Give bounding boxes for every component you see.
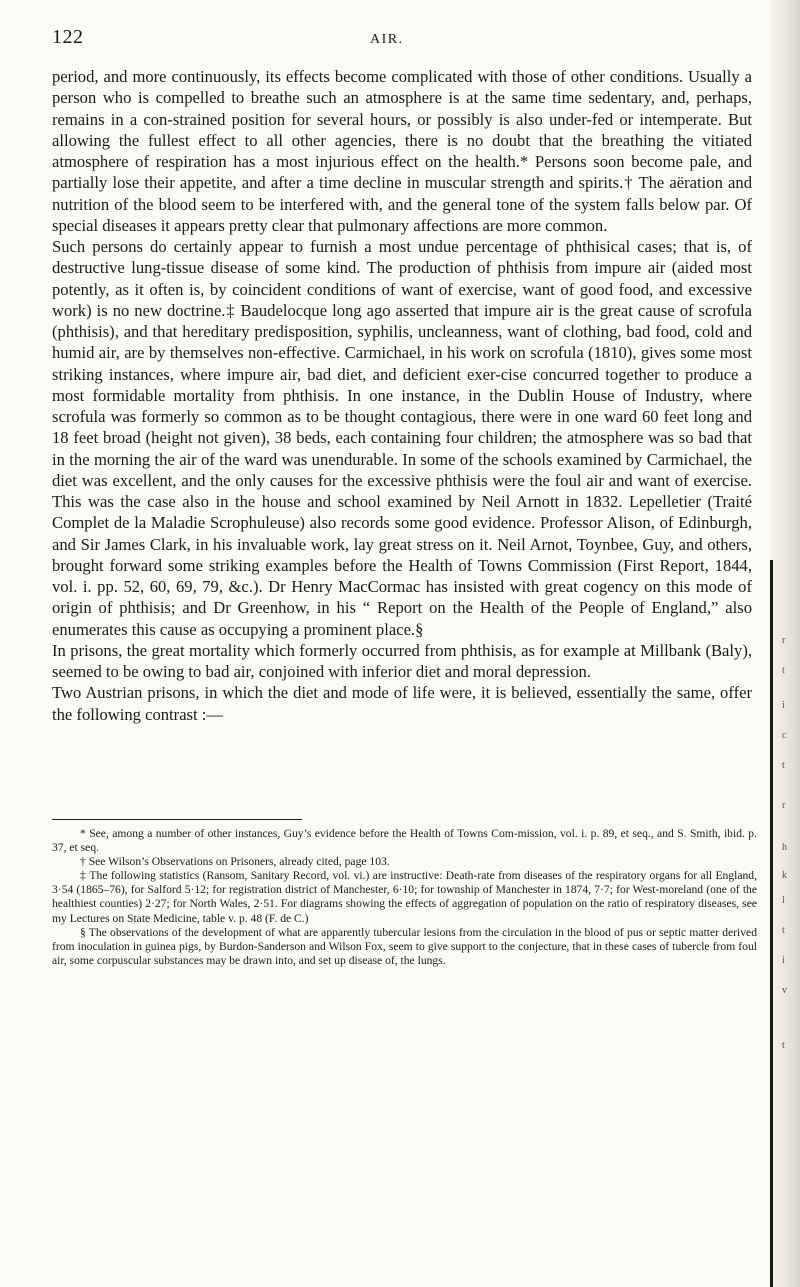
footnote: ‡ The following statistics (Ransom, Sanitary Record, vol. vi.) are instructive: Death-rate from diseases of the respiratory organs for all England, 3·54 (1865–76), for Salford 5·12; for registration district of Manchester, 6·10; for township of Manchester in 1874, 7·7; for West-moreland (one of the healthiest counties) 2·27; for North Wales, 2·51. For diagrams showing the effects of aggregation of population on the ratio of respiratory diseases, see my Lectures on State Medicine, table v. p. 48 (F. de C.) xyxy=(52,869,757,925)
gutter-fragment: l xyxy=(782,895,785,906)
paragraph: In prisons, the great mortality which formerly occurred from phthisis, as for example at Millbank (Baly), seemed to be owing to bad air, conjoined with inferior diet and moral depression. xyxy=(52,640,752,681)
gutter-fragment: t xyxy=(782,760,785,771)
footnote: § The observations of the development of what are apparently tubercular lesions from the circulation in the blood of pus or septic matter derived from inoculation in guinea pigs, by Burdon-Sanderson and Wilson Fox, seem to give support to the conjecture, that in these cases of tubercle from foul air, some corpuscular substances may be drawn into, and set up disease of, the lungs. xyxy=(52,925,757,967)
footnote-divider xyxy=(52,819,302,820)
paragraph: period, and more continuously, its effects become complicated with those of other conditions. Usually a person who is compelled to breathe such an atmosphere is at the same time sedentary, and, perhaps, remains in a con-strained position for several hours, or possibly is also under-fed or intemperate. But allowing the fullest effect to all other agencies, there is no doubt that the breathing the vitiated atmosphere of respiration has a most injurious effect on the health.* Persons soon become pale, and partially lose their appetite, and after a time decline in muscular strength and spirits.† The aëration and nutrition of the blood seem to be interfered with, and the general tone of the system falls below par. Of special diseases it appears pretty clear that pulmonary affections are more common. xyxy=(52,67,752,235)
gutter-fragment: r xyxy=(782,800,786,811)
gutter-fragment: r xyxy=(782,635,786,646)
paragraph: Such persons do certainly appear to furnish a most undue percentage of phthisical cases; that is, of destructive lung-tissue disease of some kind. The production of phthisis from impure air (aided most potently, as it often is, by coincident conditions of want of exercise, want of good food, and excessive work) is no new doctrine.‡ Baudelocque long ago asserted that impure air is the great cause of scrofula (phthisis), and that hereditary predisposition, syphilis, uncleanness, want of clothing, bad food, cold and humid air, are by themselves non-effective. Carmichael, in his work on scrofula (1810), gives some most striking instances, where impure air, bad diet, and deficient exer-cise concurred together to produce a most formidable mortality from phthisis. In one instance, in the Dublin House of Industry, where scrofula was formerly so common as to be thought contagious, there were in one ward 60 feet long and 18 feet broad (height not given), 38 beds, each containing four children; the atmosphere was so bad that in the morning the air of the ward was unendurable. In some of the schools examined by Carmichael, the diet was excellent, and the only causes for the excessive phthisis were the foul air and want of exercise. This was the case also in the house and school examined by Neil Arnott in 1832. Lepelletier (Traité Complet de la Maladie Scrophuleuse) also records some good evidence. Professor Alison, of Edinburgh, and Sir James Clark, in his invaluable work, lay great stress on it. Neil Arnot, Toynbee, Guy, and others, brought forward some striking examples before the Health of Towns Commission (First Report, 1844, vol. i. pp. 52, 60, 69, 79, &c.). Dr Henry MacCormac has insisted with great cogency on this mode of origin of phthisis; and Dr Greenhow, in his “ Report on the Health of the People of England,” also enumerates this cause as occupying a prominent place.§ xyxy=(52,237,752,639)
body-text xyxy=(52,66,752,725)
gutter-fragment: t xyxy=(782,665,785,676)
paragraph: Two Austrian prisons, in which the diet and mode of life were, it is believed, essentially the same, offer the following contrast :— xyxy=(52,683,752,724)
gutter-fragment: i xyxy=(782,700,785,711)
footnotes xyxy=(52,827,757,968)
footnote: * See, among a number of other instances, Guy’s evidence before the Health of Towns Com-mission, vol. i. p. 89, et seq., and S. Smith, ibid. p. 37, et seq. xyxy=(52,827,757,855)
running-title: AIR. xyxy=(370,32,404,47)
gutter-fragment: t xyxy=(782,1040,785,1051)
binding-edge xyxy=(770,560,773,1287)
gutter-fragment: k xyxy=(782,870,787,881)
gutter-fragment: v xyxy=(782,985,787,996)
gutter-fragment: i xyxy=(782,955,785,966)
gutter-fragment: t xyxy=(782,925,785,936)
footnote: † See Wilson’s Observations on Prisoners, already cited, page 103. xyxy=(80,855,390,869)
gutter-fragment: h xyxy=(782,842,787,853)
page-number: 122 xyxy=(52,26,84,48)
gutter-fragment: c xyxy=(782,730,787,741)
